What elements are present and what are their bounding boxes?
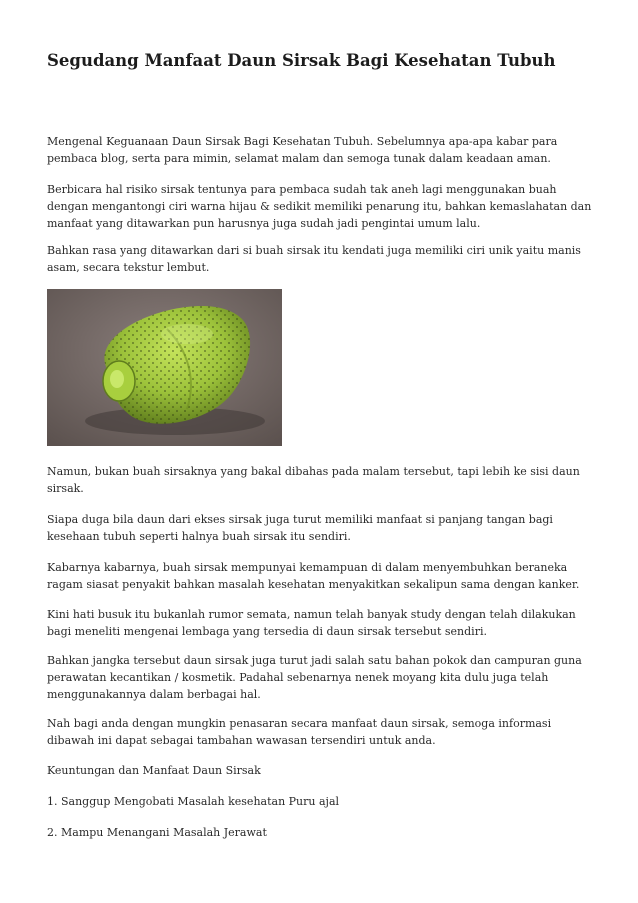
- paragraph: Siapa duga bila daun dari ekses sirsak juga turut memiliki manfaat si panjang tangan bagi kesehaan tubuh seperti halnya buah sirsak itu sendiri.: [47, 513, 553, 543]
- list-item: 2. Mampu Menangani Masalah Jerawat: [47, 826, 267, 839]
- page-title: Segudang Manfaat Daun Sirsak Bagi Kesehatan Tubuh: [47, 51, 556, 70]
- paragraph: Kabarnya kabarnya, buah sirsak mempunyai kemampuan di dalam menyembuhkan beraneka ragam siasat penyakit bahkan masalah kesehatan menyakitkan sekalipun sama dengan kanker.: [47, 561, 580, 591]
- paragraph: Bahkan rasa yang ditawarkan dari si buah sirsak itu kendati juga memiliki ciri unik yaitu manis asam, secara tekstur lembut.: [47, 244, 581, 274]
- soursop-photo: [47, 289, 282, 446]
- list-item: 1. Sanggup Mengobati Masalah kesehatan Puru ajal: [47, 795, 340, 808]
- paragraph: Mengenal Keguanaan Daun Sirsak Bagi Kesehatan Tubuh. Sebelumnya apa-apa kabar para pembaca blog, serta para mimin, selamat malam dan semoga tunak dalam keadaan aman.: [47, 135, 558, 165]
- paragraph: Berbicara hal risiko sirsak tentunya para pembaca sudah tak aneh lagi menggunakan buah dengan mengantongi ciri warna hijau & sedikit memiliki penarung itu, bahkan kemaslahatan dan manfaat yang ditawarkan pun harusnya juga sudah jadi pengintai umum lalu.: [47, 183, 592, 230]
- section-heading: Keuntungan dan Manfaat Daun Sirsak: [47, 764, 261, 777]
- paragraph: Bahkan jangka tersebut daun sirsak juga turut jadi salah satu bahan pokok dan campuran guna perawatan kecantikan / kosmetik. Padahal sebenarnya nenek moyang kita dulu juga telah menggunakannya dalam berbagai hal.: [47, 654, 582, 701]
- paragraph: Kini hati busuk itu bukanlah rumor semata, namun telah banyak study dengan telah dilakukan bagi meneliti mengenai lembaga yang tersedia di daun sirsak tersebut sendiri.: [47, 608, 576, 638]
- paragraph: Namun, bukan buah sirsaknya yang bakal dibahas pada malam tersebut, tapi lebih ke sisi daun sirsak.: [47, 465, 580, 495]
- soursop-fruit-image: [47, 289, 282, 446]
- paragraph: Nah bagi anda dengan mungkin penasaran secara manfaat daun sirsak, semoga informasi dibawah ini dapat sebagai tambahan wawasan tersendiri untuk anda.: [47, 717, 552, 747]
